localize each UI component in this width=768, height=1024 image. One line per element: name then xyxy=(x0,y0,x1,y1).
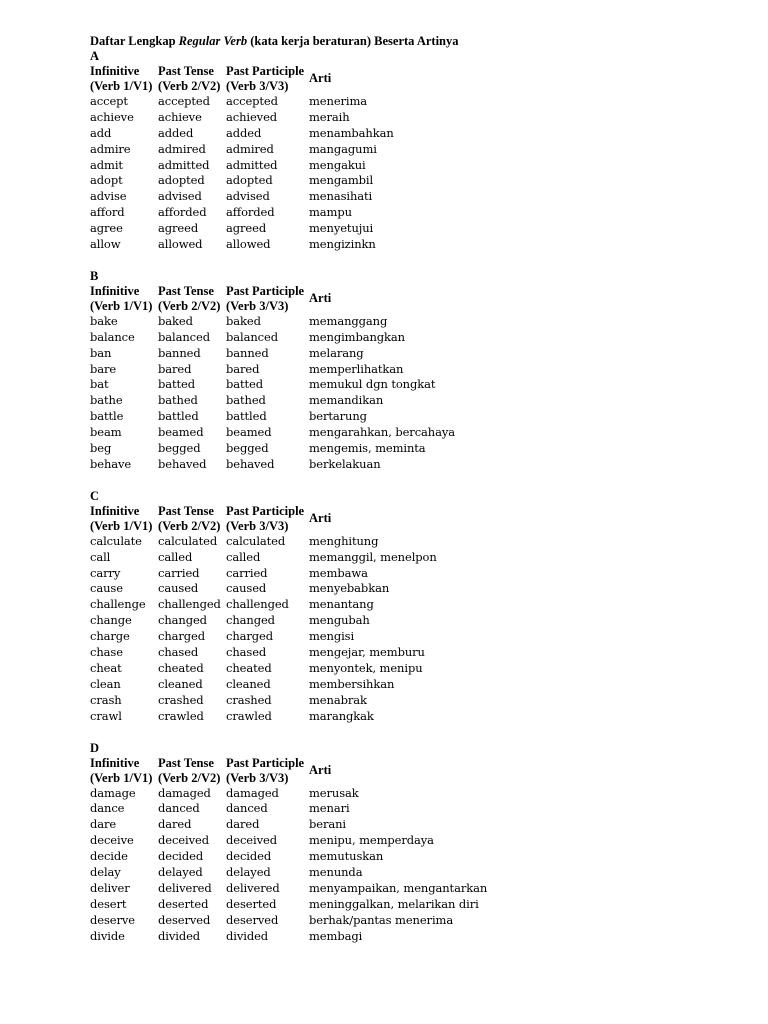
infinitive-cell: dance xyxy=(90,801,125,816)
table-row xyxy=(90,709,750,725)
past-participle-cell: deceived xyxy=(226,833,277,848)
past-tense-cell: admired xyxy=(158,141,206,156)
table-header xyxy=(90,64,750,94)
infinitive-cell: bake xyxy=(90,313,118,328)
past-participle-cell: carried xyxy=(226,565,268,580)
header-past-tense-line: (Verb 2/V2) xyxy=(158,518,221,533)
section-d xyxy=(90,725,750,945)
past-tense-cell: adopted xyxy=(158,173,205,188)
infinitive-cell: bathe xyxy=(90,393,123,408)
past-tense-cell: delivered xyxy=(158,880,212,895)
infinitive-cell: add xyxy=(90,125,112,140)
infinitive-cell: cause xyxy=(90,581,123,596)
past-tense-cell: balanced xyxy=(158,329,210,344)
table-row xyxy=(90,110,750,126)
header-past-tense xyxy=(158,756,226,786)
table-row xyxy=(90,457,750,473)
past-tense-cell: damaged xyxy=(158,785,211,800)
past-participle-cell: admired xyxy=(226,141,274,156)
header-past-tense xyxy=(158,64,226,94)
header-arti-line: Arti xyxy=(309,510,332,525)
past-participle-cell: baked xyxy=(226,313,261,328)
past-participle-cell: accepted xyxy=(226,94,278,108)
infinitive-cell: deceive xyxy=(90,833,134,848)
past-tense-cell: added xyxy=(158,125,194,140)
past-participle-cell: bared xyxy=(226,361,260,376)
infinitive-cell: desert xyxy=(90,896,127,911)
infinitive-cell: call xyxy=(90,549,111,564)
past-participle-cell: agreed xyxy=(226,221,267,236)
header-infinitive xyxy=(90,756,158,786)
table-row xyxy=(90,677,750,693)
arti-cell: mampu xyxy=(309,205,352,220)
table-row xyxy=(90,126,750,142)
table-row xyxy=(90,425,750,441)
header-infinitive-line: (Verb 1/V1) xyxy=(90,518,153,533)
past-tense-cell: achieve xyxy=(158,109,202,124)
header-past-participle-line: (Verb 3/V3) xyxy=(226,298,289,313)
header-infinitive-line: (Verb 1/V1) xyxy=(90,770,153,785)
infinitive-cell: carry xyxy=(90,565,121,580)
header-past-participle-line: (Verb 3/V3) xyxy=(226,79,289,93)
table-row xyxy=(90,897,750,913)
infinitive-cell: chase xyxy=(90,645,123,660)
past-participle-cell: advised xyxy=(226,189,270,204)
past-tense-cell: calculated xyxy=(158,533,218,548)
title-text-italic: Regular Verb xyxy=(178,34,248,48)
header-infinitive xyxy=(90,64,158,94)
document-title xyxy=(90,34,750,49)
infinitive-cell: divide xyxy=(90,928,125,943)
section-b xyxy=(90,253,750,473)
past-tense-cell: bathed xyxy=(158,393,198,408)
infinitive-cell: ban xyxy=(90,345,112,360)
header-past-participle-line: Past Participle xyxy=(226,283,305,298)
infinitive-cell: bat xyxy=(90,377,109,392)
past-participle-cell: deserved xyxy=(226,912,279,927)
past-participle-cell: admitted xyxy=(226,157,278,172)
infinitive-cell: cheat xyxy=(90,660,122,675)
table-row xyxy=(90,645,750,661)
infinitive-cell: charge xyxy=(90,629,130,644)
infinitive-cell: beg xyxy=(90,441,112,456)
past-tense-cell: batted xyxy=(158,377,196,392)
past-tense-cell: afforded xyxy=(158,205,207,220)
arti-cell: mengejar, memburu xyxy=(309,645,425,660)
header-past-tense-line: Past Tense xyxy=(158,64,214,78)
past-participle-cell: crashed xyxy=(226,692,272,707)
header-infinitive-line: Infinitive xyxy=(90,283,140,298)
past-tense-cell: carried xyxy=(158,565,200,580)
past-tense-cell: deserved xyxy=(158,912,211,927)
past-participle-cell: cheated xyxy=(226,660,272,675)
title-text-after: (kata kerja beraturan) Beserta Artinya xyxy=(247,34,459,48)
past-tense-cell: banned xyxy=(158,345,201,360)
verb-sections xyxy=(90,49,750,944)
past-participle-cell: crawled xyxy=(226,708,272,723)
arti-cell: menghitung xyxy=(309,533,379,548)
arti-cell: melarang xyxy=(309,345,364,360)
past-tense-cell: behaved xyxy=(158,456,207,471)
infinitive-cell: deserve xyxy=(90,912,135,927)
title-text-before: Daftar Lengkap xyxy=(90,34,179,48)
infinitive-cell: bare xyxy=(90,361,117,376)
infinitive-cell: decide xyxy=(90,849,128,864)
infinitive-cell: damage xyxy=(90,785,136,800)
past-participle-cell: challenged xyxy=(226,597,289,612)
arti-cell: menipu, memperdaya xyxy=(309,833,434,848)
header-infinitive-line: (Verb 1/V1) xyxy=(90,298,153,313)
arti-cell: meraih xyxy=(309,109,350,124)
table-row xyxy=(90,581,750,597)
infinitive-cell: balance xyxy=(90,329,135,344)
past-participle-cell: behaved xyxy=(226,456,275,471)
arti-cell: menabrak xyxy=(309,692,367,707)
section-letter: A xyxy=(90,49,100,63)
header-past-participle-line: Past Participle xyxy=(226,503,305,518)
table-row xyxy=(90,865,750,881)
header-past-tense-line: Past Tense xyxy=(158,283,214,298)
document-page xyxy=(90,34,750,944)
table-header xyxy=(90,284,750,314)
past-tense-cell: challenged xyxy=(158,597,221,612)
past-tense-cell: allowed xyxy=(158,237,203,252)
header-past-tense-line: (Verb 2/V2) xyxy=(158,79,221,93)
past-tense-cell: bared xyxy=(158,361,192,376)
past-tense-cell: advised xyxy=(158,189,202,204)
arti-cell: meninggalkan, melarikan diri xyxy=(309,896,479,911)
past-tense-cell: charged xyxy=(158,629,206,644)
section-c xyxy=(90,473,750,725)
table-row xyxy=(90,377,750,393)
infinitive-cell: admit xyxy=(90,157,123,172)
infinitive-cell: afford xyxy=(90,205,125,220)
arti-cell: mengubah xyxy=(309,613,370,628)
header-arti-line: Arti xyxy=(309,290,332,305)
header-past-participle xyxy=(226,284,309,314)
header-arti xyxy=(309,504,609,534)
infinitive-cell: calculate xyxy=(90,533,142,548)
header-past-tense-line: Past Tense xyxy=(158,755,214,770)
table-row xyxy=(90,158,750,174)
past-participle-cell: delivered xyxy=(226,880,280,895)
arti-cell: memanggil, menelpon xyxy=(309,549,437,564)
arti-cell: membagi xyxy=(309,928,363,943)
section-a xyxy=(90,49,750,253)
section-letter: D xyxy=(90,740,100,755)
past-participle-cell: afforded xyxy=(226,205,275,220)
past-tense-cell: danced xyxy=(158,801,200,816)
table-row xyxy=(90,173,750,189)
arti-cell: mengimbangkan xyxy=(309,329,405,344)
past-participle-cell: adopted xyxy=(226,173,273,188)
past-participle-cell: charged xyxy=(226,629,274,644)
infinitive-cell: allow xyxy=(90,237,121,252)
header-arti-line: Arti xyxy=(309,762,332,777)
arti-cell: membawa xyxy=(309,565,368,580)
table-row xyxy=(90,613,750,629)
arti-cell: mengisi xyxy=(309,629,355,644)
table-row xyxy=(90,346,750,362)
past-tense-cell: cheated xyxy=(158,660,204,675)
arti-cell: bertarung xyxy=(309,409,367,424)
header-infinitive xyxy=(90,284,158,314)
arti-cell: merusak xyxy=(309,785,359,800)
past-tense-cell: admitted xyxy=(158,157,210,172)
table-row xyxy=(90,817,750,833)
header-past-participle xyxy=(226,64,309,94)
past-tense-cell: baked xyxy=(158,313,193,328)
header-infinitive-line: Infinitive xyxy=(90,503,140,518)
header-past-tense-line: (Verb 2/V2) xyxy=(158,298,221,313)
past-tense-cell: chased xyxy=(158,645,199,660)
past-participle-cell: divided xyxy=(226,928,269,943)
arti-cell: membersihkan xyxy=(309,676,395,691)
past-participle-cell: danced xyxy=(226,801,268,816)
past-tense-cell: begged xyxy=(158,441,201,456)
arti-cell: menantang xyxy=(309,597,374,612)
table-row xyxy=(90,409,750,425)
table-row xyxy=(90,661,750,677)
header-arti-line: Arti xyxy=(309,71,332,85)
arti-cell: berani xyxy=(309,817,347,832)
past-participle-cell: beamed xyxy=(226,425,272,440)
table-row xyxy=(90,205,750,221)
header-past-participle-line: (Verb 3/V3) xyxy=(226,770,289,785)
past-participle-cell: bathed xyxy=(226,393,266,408)
header-arti xyxy=(309,284,609,314)
table-row xyxy=(90,786,750,802)
section-letter: C xyxy=(90,488,100,503)
past-tense-cell: battled xyxy=(158,409,199,424)
header-arti xyxy=(309,756,609,786)
section-letter: B xyxy=(90,268,99,283)
arti-cell: mengizinkn xyxy=(309,237,376,252)
table-row xyxy=(90,142,750,158)
infinitive-cell: accept xyxy=(90,94,128,108)
past-participle-cell: dared xyxy=(226,817,260,832)
table-row xyxy=(90,393,750,409)
past-tense-cell: called xyxy=(158,549,193,564)
arti-cell: menari xyxy=(309,801,350,816)
infinitive-cell: dare xyxy=(90,817,117,832)
past-tense-cell: divided xyxy=(158,928,201,943)
arti-cell: berkelakuan xyxy=(309,456,381,471)
past-participle-cell: called xyxy=(226,549,261,564)
past-participle-cell: caused xyxy=(226,581,267,596)
past-tense-cell: beamed xyxy=(158,425,204,440)
arti-cell: menyampaikan, mengantarkan xyxy=(309,880,488,895)
past-participle-cell: cleaned xyxy=(226,676,271,691)
past-participle-cell: decided xyxy=(226,849,272,864)
past-tense-cell: caused xyxy=(158,581,199,596)
header-past-participle xyxy=(226,756,309,786)
section-spacer xyxy=(90,725,750,741)
table-row xyxy=(90,629,750,645)
infinitive-cell: change xyxy=(90,613,132,628)
arti-cell: menyebabkan xyxy=(309,581,390,596)
header-infinitive-line: (Verb 1/V1) xyxy=(90,79,153,93)
header-past-participle-line: (Verb 3/V3) xyxy=(226,518,289,533)
past-participle-cell: added xyxy=(226,125,262,140)
past-tense-cell: accepted xyxy=(158,94,210,108)
table-row xyxy=(90,221,750,237)
table-row xyxy=(90,801,750,817)
table-row xyxy=(90,550,750,566)
table-row xyxy=(90,362,750,378)
past-participle-cell: chased xyxy=(226,645,267,660)
arti-cell: memukul dgn tongkat xyxy=(309,377,436,392)
table-row xyxy=(90,849,750,865)
infinitive-cell: crash xyxy=(90,692,122,707)
table-row xyxy=(90,189,750,205)
arti-cell: memandikan xyxy=(309,393,384,408)
past-participle-cell: allowed xyxy=(226,237,271,252)
infinitive-cell: beam xyxy=(90,425,122,440)
past-participle-cell: battled xyxy=(226,409,267,424)
arti-cell: menerima xyxy=(309,94,368,108)
past-participle-cell: calculated xyxy=(226,533,286,548)
table-row xyxy=(90,913,750,929)
past-participle-cell: delayed xyxy=(226,864,271,879)
header-past-tense xyxy=(158,504,226,534)
arti-cell: marangkak xyxy=(309,708,374,723)
infinitive-cell: behave xyxy=(90,456,132,471)
infinitive-cell: adopt xyxy=(90,173,123,188)
past-participle-cell: balanced xyxy=(226,329,278,344)
arti-cell: memanggang xyxy=(309,313,388,328)
past-participle-cell: deserted xyxy=(226,896,277,911)
arti-cell: mengakui xyxy=(309,157,366,172)
infinitive-cell: achieve xyxy=(90,109,134,124)
table-row xyxy=(90,693,750,709)
past-participle-cell: changed xyxy=(226,613,275,628)
infinitive-cell: battle xyxy=(90,409,124,424)
past-tense-cell: deserted xyxy=(158,896,209,911)
infinitive-cell: admire xyxy=(90,141,131,156)
infinitive-cell: deliver xyxy=(90,880,130,895)
arti-cell: menyetujui xyxy=(309,221,374,236)
table-row xyxy=(90,237,750,253)
header-infinitive-line: Infinitive xyxy=(90,64,140,78)
header-past-participle-line: Past Participle xyxy=(226,64,305,78)
header-arti xyxy=(309,64,609,94)
infinitive-cell: agree xyxy=(90,221,123,236)
past-tense-cell: crashed xyxy=(158,692,204,707)
table-row xyxy=(90,833,750,849)
arti-cell: memperlihatkan xyxy=(309,361,404,376)
section-spacer xyxy=(90,253,750,269)
past-tense-cell: changed xyxy=(158,613,207,628)
table-row xyxy=(90,330,750,346)
past-tense-cell: agreed xyxy=(158,221,199,236)
past-tense-cell: decided xyxy=(158,849,204,864)
arti-cell: mangagumi xyxy=(309,141,377,156)
past-participle-cell: begged xyxy=(226,441,269,456)
header-infinitive xyxy=(90,504,158,534)
table-row xyxy=(90,314,750,330)
arti-cell: mengambil xyxy=(309,173,374,188)
past-participle-cell: damaged xyxy=(226,785,279,800)
table-row xyxy=(90,534,750,550)
header-infinitive-line: Infinitive xyxy=(90,755,140,770)
table-row xyxy=(90,929,750,945)
table-row xyxy=(90,566,750,582)
arti-cell: berhak/pantas menerima xyxy=(309,912,454,927)
infinitive-cell: challenge xyxy=(90,597,146,612)
past-tense-cell: delayed xyxy=(158,864,203,879)
arti-cell: menunda xyxy=(309,864,363,879)
infinitive-cell: advise xyxy=(90,189,127,204)
arti-cell: menambahkan xyxy=(309,125,394,140)
arti-cell: menasihati xyxy=(309,189,373,204)
arti-cell: menyontek, menipu xyxy=(309,660,423,675)
section-spacer xyxy=(90,473,750,489)
past-participle-cell: banned xyxy=(226,345,269,360)
header-past-participle xyxy=(226,504,309,534)
table-header xyxy=(90,756,750,786)
past-participle-cell: achieved xyxy=(226,109,278,124)
infinitive-cell: delay xyxy=(90,864,121,879)
table-row xyxy=(90,597,750,613)
past-participle-cell: batted xyxy=(226,377,264,392)
header-past-tense-line: (Verb 2/V2) xyxy=(158,770,221,785)
arti-cell: mengarahkan, bercahaya xyxy=(309,425,456,440)
past-tense-cell: dared xyxy=(158,817,192,832)
header-past-tense-line: Past Tense xyxy=(158,503,214,518)
past-tense-cell: deceived xyxy=(158,833,209,848)
infinitive-cell: clean xyxy=(90,676,121,691)
table-header xyxy=(90,504,750,534)
header-past-tense xyxy=(158,284,226,314)
header-past-participle-line: Past Participle xyxy=(226,755,305,770)
arti-cell: mengemis, meminta xyxy=(309,441,426,456)
table-row xyxy=(90,94,750,110)
table-row xyxy=(90,441,750,457)
past-tense-cell: cleaned xyxy=(158,676,203,691)
table-row xyxy=(90,881,750,897)
past-tense-cell: crawled xyxy=(158,708,204,723)
infinitive-cell: crawl xyxy=(90,708,122,723)
arti-cell: memutuskan xyxy=(309,849,384,864)
